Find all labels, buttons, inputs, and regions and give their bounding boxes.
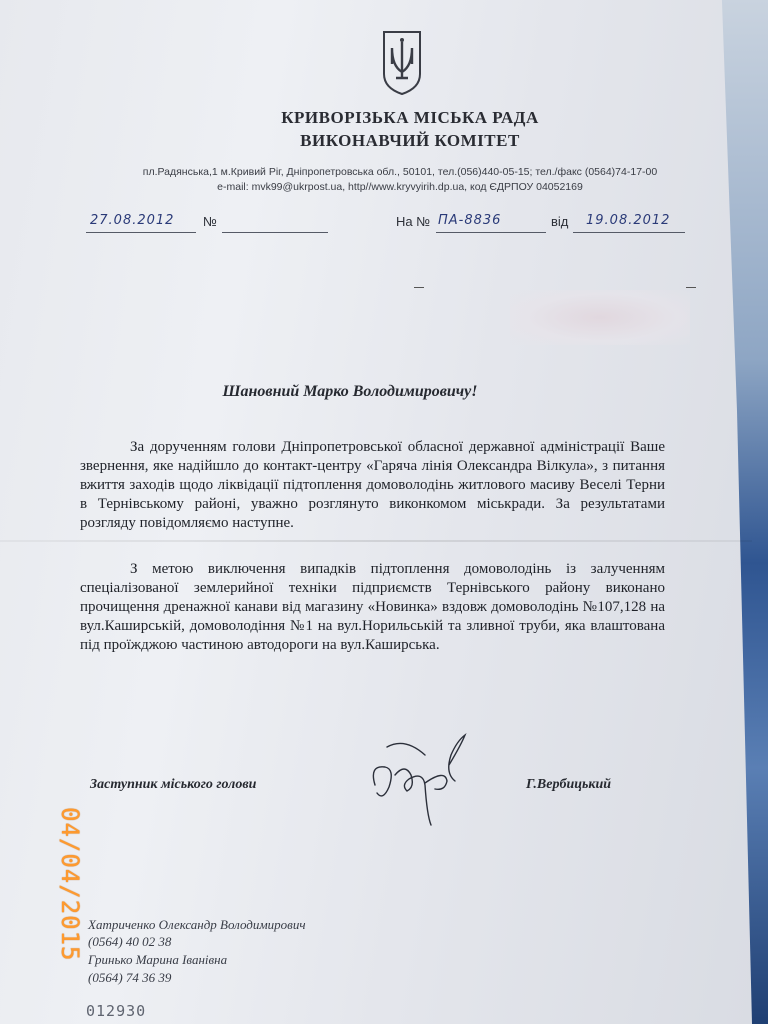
incoming-number-underline xyxy=(436,232,546,233)
incoming-date-underline xyxy=(573,232,685,233)
executor-name: Гринько Марина Іванівна xyxy=(88,952,228,967)
from-label: від xyxy=(551,214,569,229)
address-line: пл.Радянська,1 м.Кривий Ріг, Дніпропетровська обл., 50101, тел.(056)440-05-15; тел./факс (0564)74-17-00 xyxy=(142,166,658,178)
photo-date-stamp xyxy=(48,805,88,970)
redacted-recipient xyxy=(510,290,690,345)
organization-name: КРИВОРІЗЬКА МІСЬКА РАДА xyxy=(281,108,539,127)
document-serial-number: 012930 xyxy=(86,1002,147,1020)
signatory-title: Заступник міського голови xyxy=(90,777,257,792)
handwritten-signature xyxy=(365,725,475,830)
trident-coat-of-arms-icon xyxy=(380,30,424,96)
address-block-corner-mark xyxy=(414,287,424,298)
organization-department: ВИКОНАВЧИЙ КОМІТЕТ xyxy=(300,131,520,150)
outgoing-date: 27.08.2012 xyxy=(90,213,175,228)
number-underline xyxy=(222,232,328,233)
incoming-date: 19.08.2012 xyxy=(586,213,671,228)
executor-phone: (0564) 74 36 39 xyxy=(88,970,172,985)
body-paragraph-1: За дорученням голови Дніпропетровської обласної державної адміністрації Ваше звернення, яке надійшло до контакт-центру «Гаряча лінія Олександра Вілкула», з питання вжиття заходів щодо ліквідації підтоплення домоволодінь житлового масиву Веселі Терни в Тернівському районі, уважно розглянуто виконкомом міськради. За результатами розгляду повідомляємо наступне. xyxy=(80,439,665,531)
body-paragraph-2: З метою виключення випадків підтоплення домоволодінь із залученням спеціалізованої землерийної техніки підприємств Тернівського району виконано прочищення дренажної канави від магазину «Новинка» вздовж домоволодінь №107,128 на вул.Каширській, домоволодіння №1 на вул.Норильській та зливної труби, яка влаштована під проїжджою частиною автодороги на вул.Каширська. xyxy=(80,561,665,653)
contact-line: e-mail: mvk99@ukrpost.ua, http//www.kryvyirih.dp.ua, код ЄДРПОУ 04052169 xyxy=(217,181,583,193)
executor-phone: (0564) 40 02 38 xyxy=(88,934,172,949)
incoming-number: ПА-8836 xyxy=(438,213,502,228)
incoming-number-label: На № xyxy=(396,214,431,229)
date-underline xyxy=(86,232,196,233)
salutation: Шановний Марко Володимировичу! xyxy=(222,383,478,400)
executor-name: Хатриченко Олександр Володимирович xyxy=(88,917,306,932)
photo-date-text: 04/04/2015 xyxy=(56,807,84,962)
number-label: № xyxy=(203,214,217,229)
paper-fold-line xyxy=(0,540,752,542)
signatory-name: Г.Вербицький xyxy=(526,777,612,792)
